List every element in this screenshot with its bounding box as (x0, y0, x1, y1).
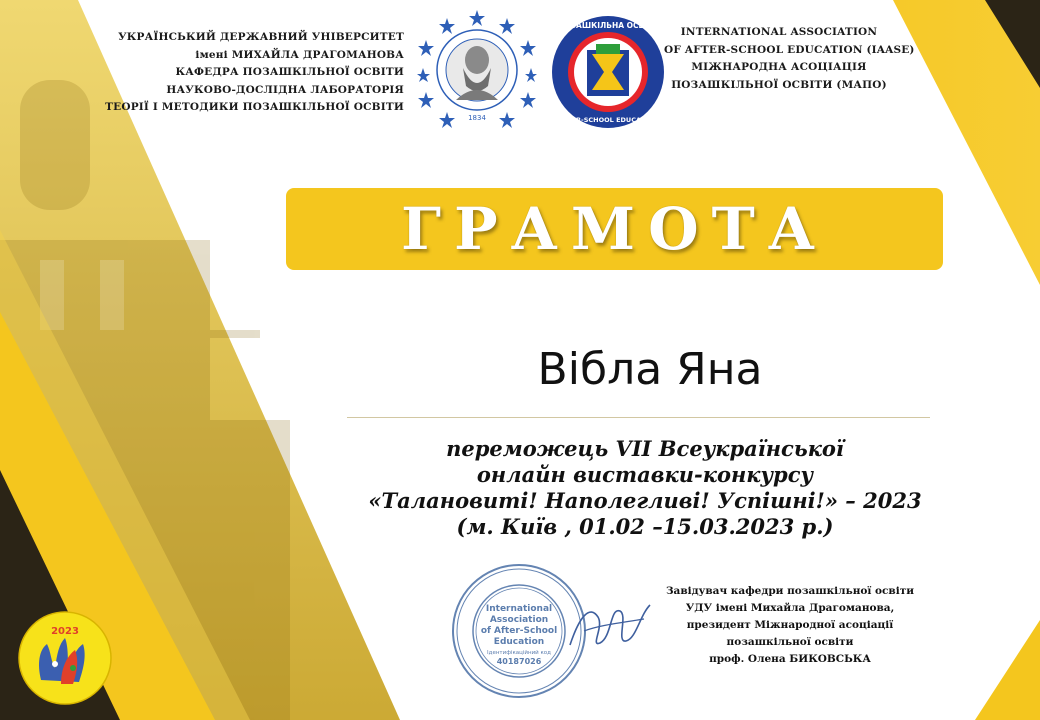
recipient-name: Вібла Яна (537, 344, 763, 395)
iaase-bottom-text: AFTER-SCHOOL EDUCATION (557, 116, 659, 124)
certificate-title: ГРАМОТА (400, 195, 829, 263)
header-right-line: INTERNATIONAL ASSOCIATION (680, 26, 878, 38)
signature-line: президент Міжнародної асоціації (686, 619, 894, 631)
header-right-line: МІЖНАРОДНА АСОЦІАЦІЯ (691, 61, 867, 73)
header-left-line: НАУКОВО-ДОСЛІДНА ЛАБОРАТОРІЯ (166, 83, 404, 96)
contest-badge-2023-icon (17, 610, 113, 706)
award-line: переможець VII Всеукраїнської (446, 436, 844, 461)
signature-line: УДУ імені Михайла Драгоманова, (685, 602, 895, 614)
header-left-line: УКРАЇНСЬКИЙ ДЕРЖАВНИЙ УНІВЕРСИТЕТ (118, 31, 404, 43)
name-divider (347, 417, 930, 418)
iaase-top-text: ПОЗАШКІЛЬНА ОСВІТА (558, 21, 658, 30)
award-line: «Талановиті! Наполегливі! Успішні!» – 2023 (368, 488, 922, 513)
university-emblem-icon (414, 8, 540, 134)
header-left-line: КАФЕДРА ПОЗАШКІЛЬНОЇ ОСВІТИ (175, 66, 404, 78)
university-header (96, 29, 404, 117)
signature-line: проф. Олена БИКОВСЬКА (709, 653, 871, 665)
iaase-logo-icon (550, 14, 666, 130)
header-left-line: ТЕОРІЇ І МЕТОДИКИ ПОЗАШКІЛЬНОЇ ОСВІТИ (105, 101, 404, 113)
stamp-center-line: of After-School (480, 626, 558, 636)
stamp-center-line: Education (493, 637, 545, 647)
yellow-corner-bottom-right (975, 620, 1040, 720)
emblem-year: 1834 (468, 114, 486, 122)
stamp-center-line: Association (489, 615, 549, 625)
signature-line: Завідувач кафедри позашкільної освіти (665, 585, 915, 597)
award-line: (м. Київ , 01.02 –15.03.2023 р.) (456, 514, 834, 539)
association-header (664, 24, 915, 94)
stamp-center-line: International (485, 604, 553, 614)
badge-year: 2023 (51, 626, 79, 637)
award-line: онлайн виставки-конкурсу (476, 462, 814, 487)
header-right-line: ПОЗАШКІЛЬНОЇ ОСВІТИ (МАПО) (671, 78, 887, 91)
award-text (340, 436, 950, 540)
header-left-line: імені МИХАЙЛА ДРАГОМАНОВА (195, 48, 404, 61)
header-right-line: OF AFTER-SCHOOL EDUCATION (IAASE) (664, 43, 915, 56)
signature-line: позашкільної освіти (726, 636, 854, 648)
signature-block (622, 583, 958, 668)
stamp-code-label: Ідентифікаційний код (487, 650, 551, 656)
stamp-code: 40187026 (496, 657, 542, 666)
title-banner (286, 188, 943, 270)
